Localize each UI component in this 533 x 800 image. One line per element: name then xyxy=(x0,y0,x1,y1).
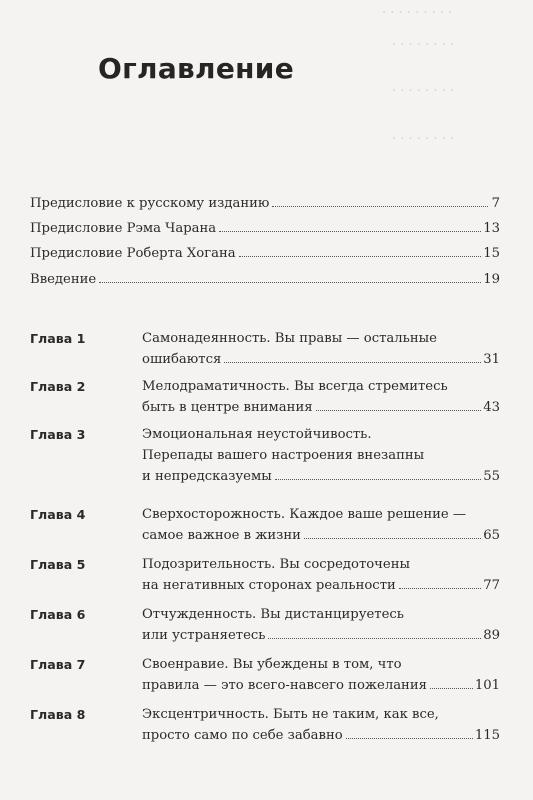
dot-leader xyxy=(275,479,481,480)
front-matter-list xyxy=(30,196,500,297)
toc-entry-label: Предисловие к русскому изданию xyxy=(30,196,270,211)
chapter-page: 101 xyxy=(474,678,500,693)
toc-entry-label: Введение xyxy=(30,271,97,287)
chapter-title-line: Подозрительность. Вы сосредоточены xyxy=(142,557,410,572)
chapter-page: 77 xyxy=(483,578,500,593)
chapter-title-line: просто само по себе забавно xyxy=(142,728,343,743)
chapter-page: 55 xyxy=(483,469,500,484)
toc-entry-page: 15 xyxy=(483,246,500,262)
chapter-label: Глава 3 xyxy=(30,427,86,442)
chapter-title-line: Своенравие. Вы убеждены в том, что xyxy=(142,657,402,672)
chapter-label: Глава 6 xyxy=(30,607,86,622)
chapter-title-line: или устраняетесь xyxy=(142,628,266,643)
toc-entry-page: 19 xyxy=(483,271,500,287)
toc-entry-preface-charan[interactable] xyxy=(30,221,500,246)
chapter-title-line: Мелодраматичность. Вы всегда стремитесь xyxy=(142,379,448,394)
chapter-title-line: правила — это всего-навсего пожелания xyxy=(142,678,427,693)
chapter-title-line: Эксцентричность. Быть не таким, как все, xyxy=(142,707,439,722)
toc-entry-preface-hogan[interactable] xyxy=(30,246,500,271)
chapter-page: 43 xyxy=(483,400,500,415)
dot-leader xyxy=(224,362,481,363)
chapter-title-line: быть в центре внимания xyxy=(142,400,313,415)
toc-entry-label: Предисловие Роберта Хогана xyxy=(30,246,236,262)
bleed-through-text: . . . . . . . . xyxy=(392,34,454,49)
chapter-page: 115 xyxy=(474,728,500,743)
chapter-title-line: Сверхосторожность. Каждое ваше решение — xyxy=(142,507,467,522)
chapter-title-line: самое важное в жизни xyxy=(142,528,301,543)
toc-entry-page: 7 xyxy=(491,196,500,211)
toc-entry-label: Предисловие Рэма Чарана xyxy=(30,221,217,237)
chapter-label: Глава 2 xyxy=(30,379,86,394)
chapter-title-line: Самонадеянность. Вы правы — остальные xyxy=(142,331,437,346)
dot-leader xyxy=(399,588,481,589)
chapter-label: Глава 1 xyxy=(30,331,86,346)
bleed-through-text: . . . . . . . . xyxy=(392,80,454,95)
toc-entry-preface-russian[interactable] xyxy=(30,196,500,221)
dot-leader xyxy=(272,206,488,207)
chapter-title-line: Отчужденность. Вы дистанцируетесь xyxy=(142,607,404,622)
bleed-through-text: . . . . . . . . . xyxy=(382,2,453,17)
dot-leader xyxy=(99,282,481,283)
dot-leader xyxy=(304,538,481,539)
toc-entry-introduction[interactable] xyxy=(30,272,500,297)
chapter-label: Глава 8 xyxy=(30,707,86,722)
toc-entry-page: 13 xyxy=(483,221,500,237)
chapter-page: 65 xyxy=(483,528,500,543)
chapter-title-line: ошибаются xyxy=(142,352,222,367)
chapter-title-line: и непредсказуемы xyxy=(142,469,272,484)
dot-leader xyxy=(430,688,473,689)
chapter-title-line: Эмоциональная неустойчивость. xyxy=(142,427,372,442)
chapter-label: Глава 4 xyxy=(30,507,86,522)
dot-leader xyxy=(346,738,473,739)
chapter-title-line: на негативных сторонах реальности xyxy=(142,578,396,593)
chapter-title-line: Перепады вашего настроения внезапны xyxy=(142,448,425,463)
bleed-through-text: . . . . . . . . xyxy=(392,128,454,143)
chapter-label: Глава 7 xyxy=(30,657,86,672)
dot-leader xyxy=(219,231,481,232)
chapter-page: 89 xyxy=(483,628,500,643)
page-title: Оглавление xyxy=(98,52,295,85)
dot-leader xyxy=(239,256,482,257)
dot-leader xyxy=(268,638,481,639)
dot-leader xyxy=(316,410,482,411)
chapter-label: Глава 5 xyxy=(30,557,86,572)
chapter-page: 31 xyxy=(483,352,500,367)
